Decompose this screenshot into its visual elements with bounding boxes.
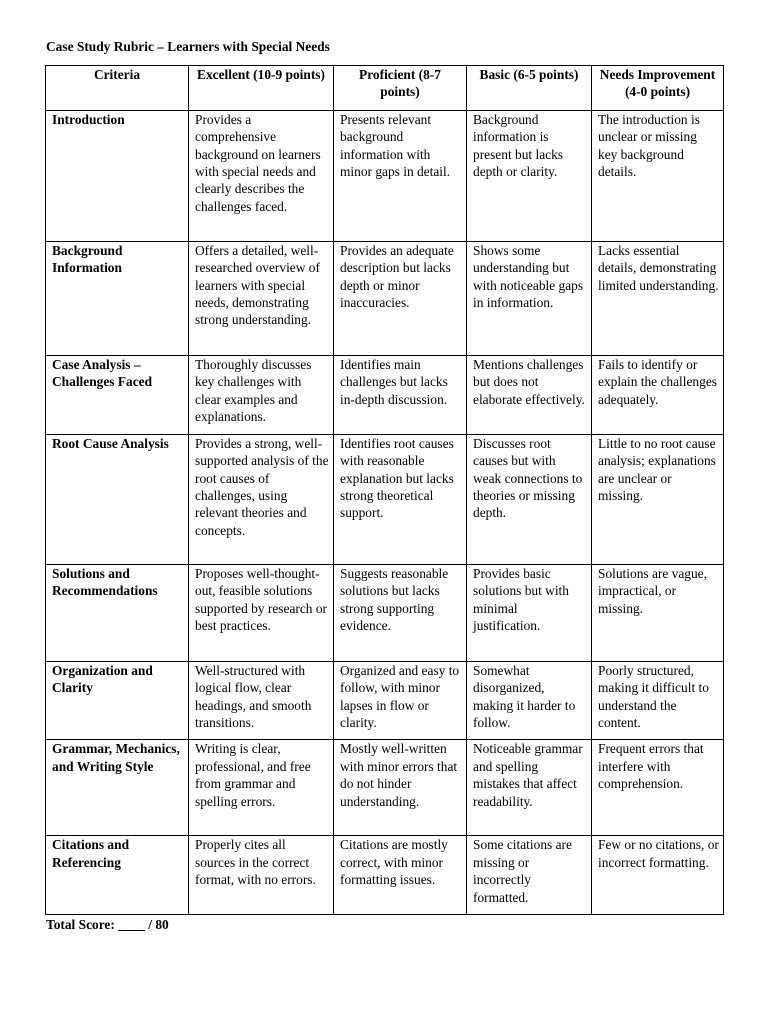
basic-cell: Shows some understanding but with noticeable gaps in information. — [467, 241, 592, 355]
basic-cell: Discusses root causes but with weak connections to theories or missing depth. — [467, 434, 592, 564]
table-row — [46, 564, 724, 661]
table-row — [46, 740, 724, 836]
header-criteria: Criteria — [46, 66, 189, 111]
excellent-cell: Provides a strong, well-supported analysis of the root causes of challenges, using relevant theories and concepts. — [189, 434, 334, 564]
proficient-cell: Citations are mostly correct, with minor formatting issues. — [334, 836, 467, 915]
proficient-cell: Provides an adequate description but lacks depth or minor inaccuracies. — [334, 241, 467, 355]
table-row — [46, 355, 724, 434]
proficient-cell: Organized and easy to follow, with minor lapses in flow or clarity. — [334, 661, 467, 740]
table-row — [46, 434, 724, 564]
criterion-cell: Organization and Clarity — [46, 661, 189, 740]
table-row — [46, 661, 724, 740]
criterion-cell: Background Information — [46, 241, 189, 355]
needs-improvement-cell: The introduction is unclear or missing key background details. — [592, 110, 724, 241]
header-row — [46, 66, 724, 111]
proficient-cell: Mostly well-written with minor errors that do not hinder understanding. — [334, 740, 467, 836]
excellent-cell: Properly cites all sources in the correct format, with no errors. — [189, 836, 334, 915]
table-row — [46, 241, 724, 355]
excellent-cell: Writing is clear, professional, and free from grammar and spelling errors. — [189, 740, 334, 836]
criterion-cell: Solutions and Recommendations — [46, 564, 189, 661]
criterion-cell: Grammar, Mechanics, and Writing Style — [46, 740, 189, 836]
proficient-cell: Suggests reasonable solutions but lacks strong supporting evidence. — [334, 564, 467, 661]
needs-improvement-cell: Fails to identify or explain the challenges adequately. — [592, 355, 724, 434]
table-row — [46, 836, 724, 915]
excellent-cell: Thoroughly discusses key challenges with clear examples and explanations. — [189, 355, 334, 434]
needs-improvement-cell: Frequent errors that interfere with comprehension. — [592, 740, 724, 836]
excellent-cell: Offers a detailed, well-researched overview of learners with special needs, demonstrating strong understanding. — [189, 241, 334, 355]
excellent-cell: Proposes well-thought-out, feasible solutions supported by research or best practices. — [189, 564, 334, 661]
basic-cell: Somewhat disorganized, making it harder to follow. — [467, 661, 592, 740]
excellent-cell: Well-structured with logical flow, clear headings, and smooth transitions. — [189, 661, 334, 740]
header-proficient: Proficient (8-7 points) — [334, 66, 467, 111]
basic-cell: Mentions challenges but does not elaborate effectively. — [467, 355, 592, 434]
header-excellent: Excellent (10-9 points) — [189, 66, 334, 111]
total-score: Total Score: ____ / 80 — [46, 917, 169, 933]
proficient-cell: Identifies root causes with reasonable explanation but lacks strong theoretical support. — [334, 434, 467, 564]
rubric-table — [45, 65, 724, 915]
basic-cell: Some citations are missing or incorrectly formatted. — [467, 836, 592, 915]
document-title: Case Study Rubric – Learners with Special Needs — [46, 39, 330, 54]
needs-improvement-cell: Little to no root cause analysis; explanations are unclear or missing. — [592, 434, 724, 564]
criterion-cell: Case Analysis – Challenges Faced — [46, 355, 189, 434]
header-basic: Basic (6-5 points) — [467, 66, 592, 111]
criterion-cell: Root Cause Analysis — [46, 434, 189, 564]
needs-improvement-cell: Lacks essential details, demonstrating limited understanding. — [592, 241, 724, 355]
needs-improvement-cell: Solutions are vague, impractical, or missing. — [592, 564, 724, 661]
needs-improvement-cell: Poorly structured, making it difficult to understand the content. — [592, 661, 724, 740]
excellent-cell: Provides a comprehensive background on learners with special needs and clearly describes the challenges faced. — [189, 110, 334, 241]
basic-cell: Provides basic solutions but with minimal justification. — [467, 564, 592, 661]
table-row — [46, 110, 724, 241]
document-page — [45, 38, 723, 933]
criterion-cell: Introduction — [46, 110, 189, 241]
proficient-cell: Identifies main challenges but lacks in-depth discussion. — [334, 355, 467, 434]
basic-cell: Background information is present but lacks depth or clarity. — [467, 110, 592, 241]
header-needs-improvement: Needs Improvement (4-0 points) — [592, 66, 724, 111]
basic-cell: Noticeable grammar and spelling mistakes that affect readability. — [467, 740, 592, 836]
needs-improvement-cell: Few or no citations, or incorrect formatting. — [592, 836, 724, 915]
proficient-cell: Presents relevant background information with minor gaps in detail. — [334, 110, 467, 241]
criterion-cell: Citations and Referencing — [46, 836, 189, 915]
